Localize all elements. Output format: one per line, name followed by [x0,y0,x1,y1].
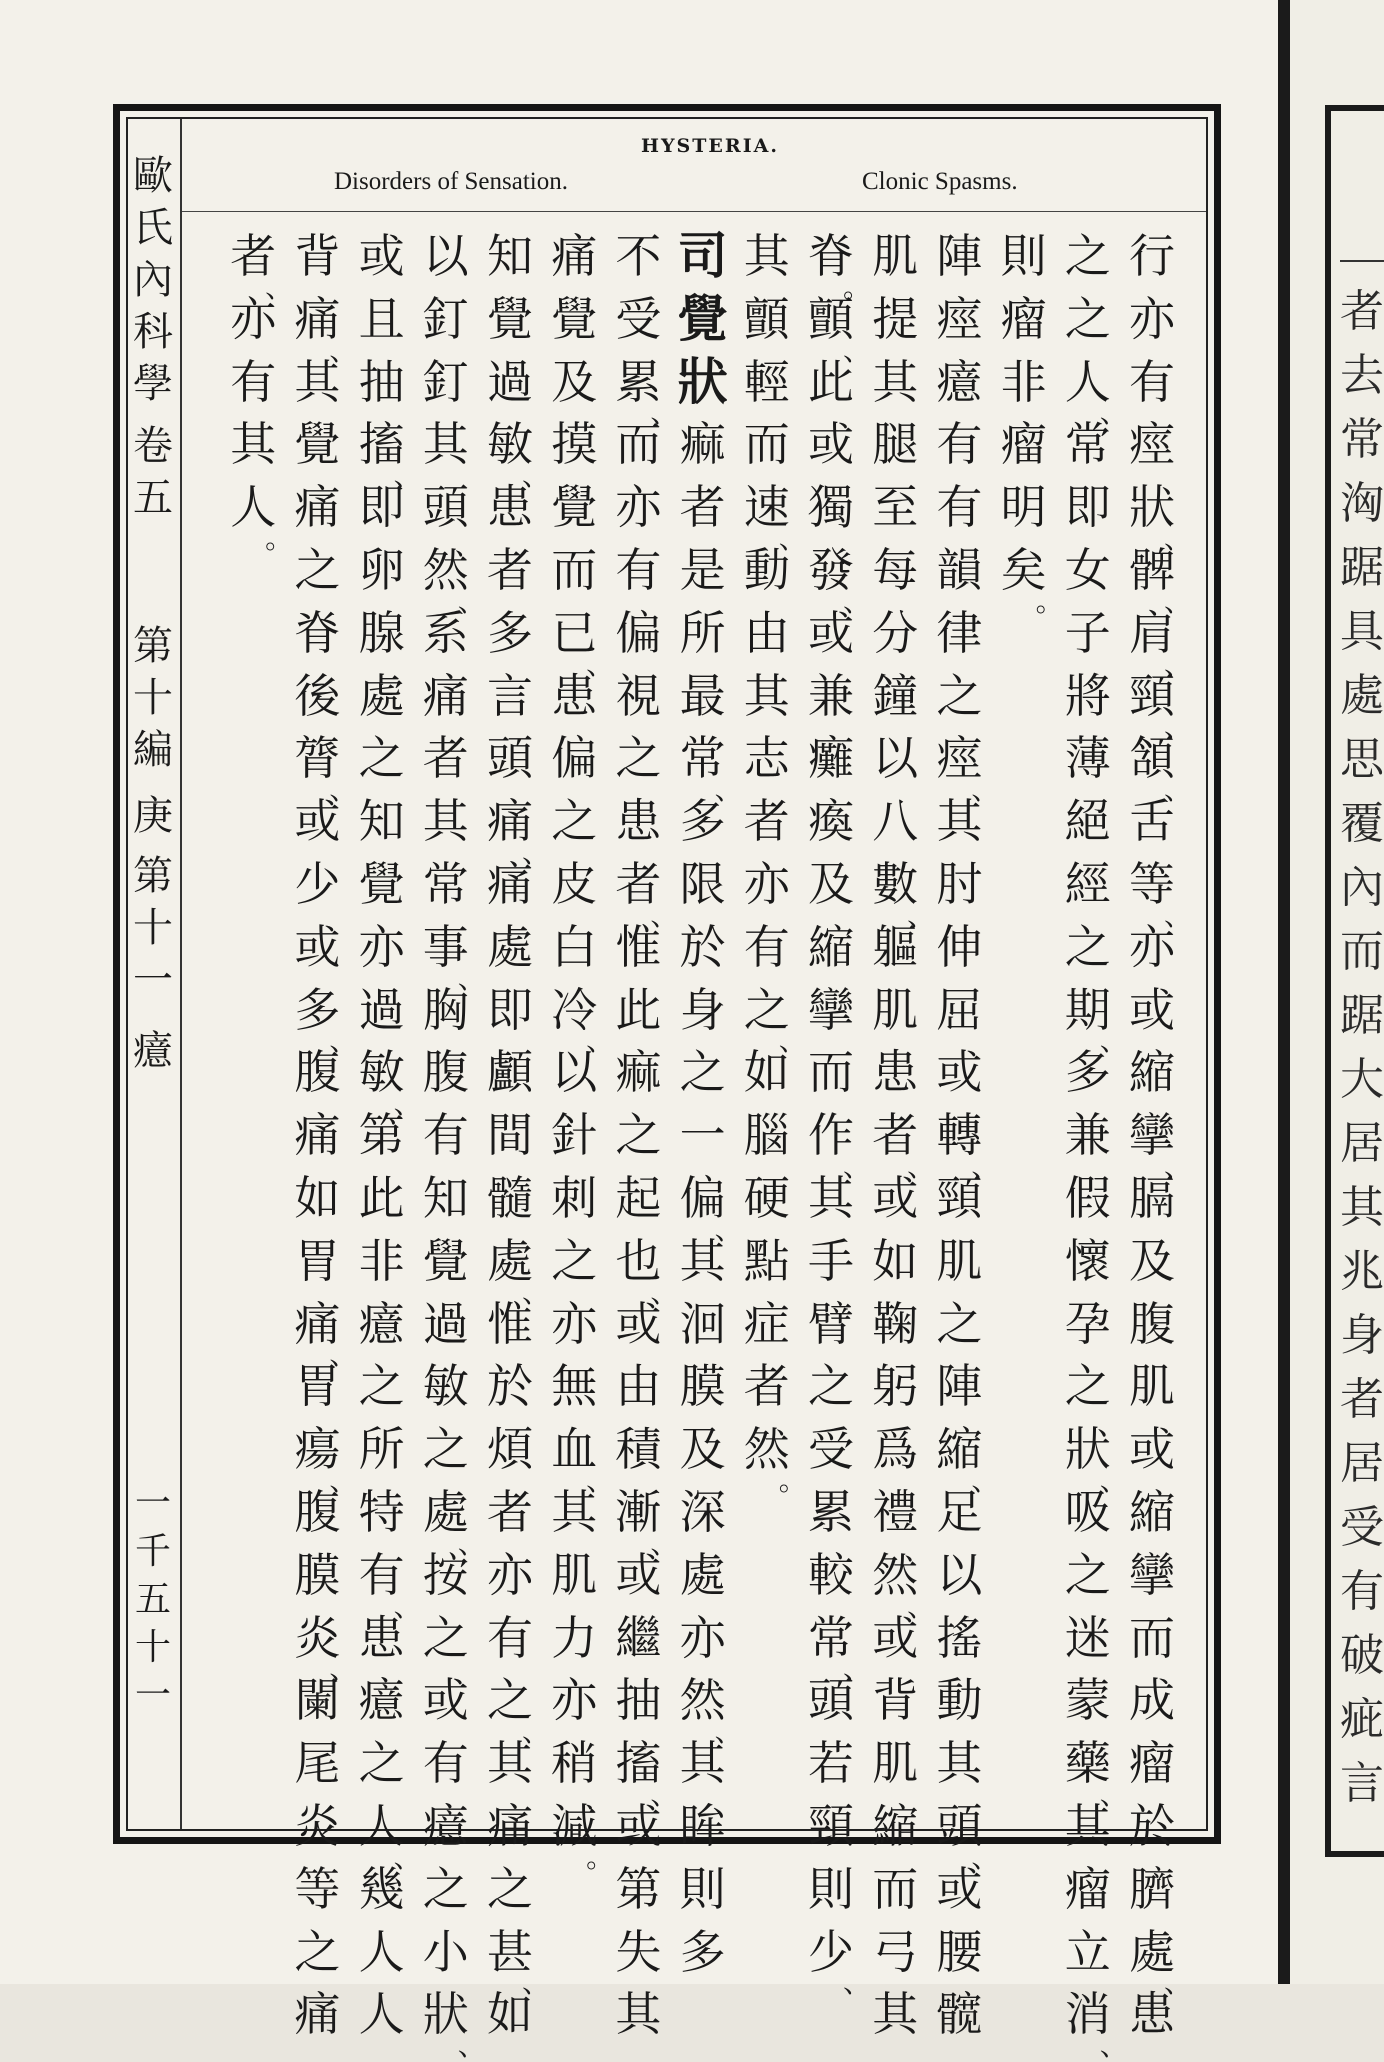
page-gutter [1278,0,1290,1984]
text-column: 肌 提 其 腿 至 每 分 鐘 以 八 數 、 軀 肌 患 者 、 或 如 鞠 躬 爲 禮 然 、 或 背 肌 縮 而 弓 其 [872,229,936,2042]
margin-section: 庚 [133,793,173,839]
header-rule [182,211,1206,212]
running-head-right: Clonic Spasms. [862,168,1018,195]
text-column: 不 受 累 、 而 亦 有 偏 視 之 患 者 、 惟 此 痲 之 起 也 、 或 由 積 漸 、 或 繼 抽 搐 、 或 第 失 其 [615,229,679,2042]
margin-topic: 癔 [133,1028,173,1074]
text-column: 痛 覺 及 摸 覺 而 已 、 患 偏 之 皮 白 冷 、 以 針 刺 之 亦 無 血 、 其 肌 力 亦 稍 減 。 [551,229,615,1874]
next-page-rule [1340,260,1384,262]
running-head-left: Disorders of Sensation. [334,168,568,195]
text-column: 司 覺 狀 痲 者 是 所 最 常 、 多 限 於 身 之 一 偏 、 其 洄 膜 及 深 處 亦 然 、 其 眸 則 多 [675,225,731,1983]
text-column: 者 、 亦 有 其 人 。 [230,229,294,555]
text-column: 以 釘 釘 其 頭 然 、 系 痛 者 其 常 事 、 胸 腹 有 知 覺 過 敏 之 處 、 按 之 或 有 癔 之 小 狀 、 [422,229,486,2062]
margin-volume: 卷 五 [133,423,173,521]
text-column: 則 瘤 非 瘤 明 矣 。 [1000,229,1064,618]
margin-chapter: 第 十 一 [133,853,173,1003]
running-head-title: HYSTERIA. [641,135,779,157]
text-column: 之 之 人 、 常 即 女 子 將 薄 絕 經 之 期 、 多 兼 假 懷 孕 之 狀 、 吸 之 迷 蒙 藥 、 其 瘤 立 消 、 [1064,229,1128,2062]
margin-part: 第 十 編 [133,623,173,773]
page-number: 一 千 五 十 一 [134,1483,171,1716]
text-column: 其 顫 輕 而 速 、 動 由 其 志 者 亦 有 之 、 如 腦 硬 點 症 者 然 。 [743,229,807,1497]
margin-rule [180,119,182,1829]
text-column: 陣 痙 癔 有 有 韻 律 之 痙 、 其 肘 伸 屈 或 轉 、 頸 肌 之 陣 縮 、 足 以 搖 動 其 頭 、 或 腰 髋 [936,229,1000,2042]
text-column: 背 痛 、 其 覺 痛 之 脊 後 膂 、 或 少 或 多 、 腹 痛 如 胃 痛 、 胃 瘍 、 腹 膜 炎 、 闌 尾 炎 等 之 痛 [294,229,358,2042]
text-column: 脊 。 顫 、 此 或 獨 發 、 或 兼 癱 瘓 及 縮 攣 而 作 、 其 手 臂 之 受 累 較 常 、 頭 若 頸 則 少 、 [808,229,871,2000]
margin-book-title: 歐 氏 內 科 學 [133,153,173,407]
text-column: 知 覺 過 敏 、 患 者 多 言 頭 痛 、 痛 處 即 顱 間 髓 處 、 惟 於 煩 者 亦 有 之 、 其 痛 之 甚 、 如 [487,229,550,2042]
text-column: 行 亦 有 痙 狀 、 髀 、 肩 、 頸 、 頷 、 舌 等 、 亦 或 縮 攣 、 膈 及 腹 肌 或 縮 攣 而 成 瘤 於 臍 處 、 患 [1129,229,1192,2042]
next-page-text: 者 去 常 洶 踞 具 處 思 覆 內 而 踞 大 居 其 兆 身 者 居 受 有 破 疵 言 [1340,286,1384,1809]
text-column: 或 且 抽 搐 、 即 卵 腺 處 之 知 覺 亦 過 敏 、 第 此 非 癔 之 所 特 有 、 患 癔 之 人 、 幾 人 人 [358,229,422,2042]
section-heading: 司 覺 狀 [677,226,728,411]
